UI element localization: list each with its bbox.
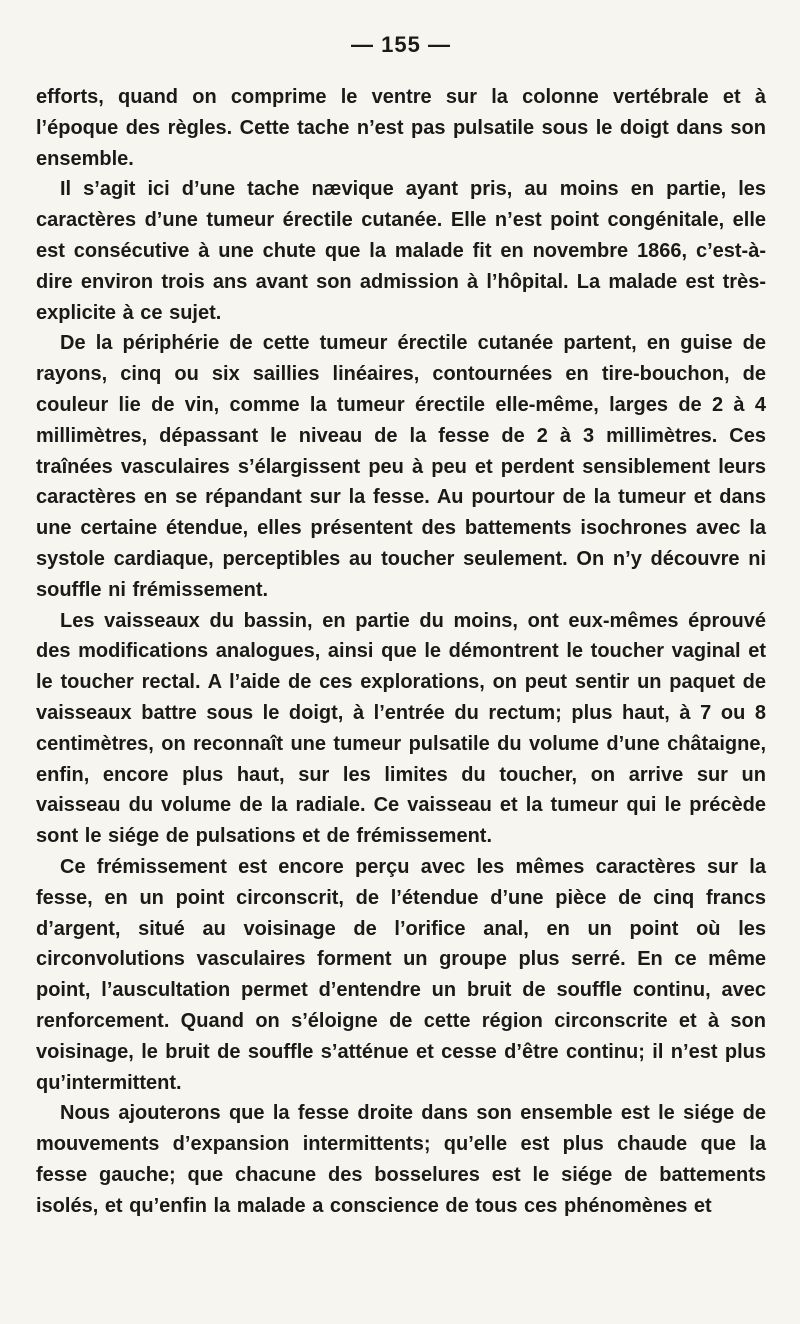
paragraph-3: De la périphérie de cette tumeur érectile cutanée partent, en guise de rayons, cinq ou six saillies linéaires, contournées en tire-bouchon, de couleur lie de vin, comme la tumeur érectile elle-même, larges de 2 à 4 millimètres, dépassant le niveau de la fesse de 2 à 3 millimètres. Ces traînées vasculaires s’élargissent peu à peu et perdent sensiblement leurs caractères en se répandant sur la fesse. Au pourtour de la tumeur et dans une certaine étendue, elles présentent des battements isochrones avec la systole cardiaque, perceptibles au toucher seulement. On n’y découvre ni souffle ni frémissement. bbox=[36, 332, 766, 601]
paragraph-4: Les vaisseaux du bassin, en partie du moins, ont eux-mêmes éprouvé des modifications analogues, ainsi que le démontrent le toucher vaginal et le toucher rectal. A l’aide de ces explorations, on peut sentir un paquet de vaisseaux battre sous le doigt, à l’entrée du rectum; plus haut, à 7 ou 8 centimètres, on reconnaît une tumeur pulsatile du volume d’une châtaigne, enfin, encore plus haut, sur les limites du toucher, on arrive sur un vaisseau du volume de la radiale. Ce vaisseau et la tumeur qui le précède sont le siége de pulsations et de frémissement. bbox=[36, 609, 766, 848]
paragraph-5: Ce frémissement est encore perçu avec les mêmes caractères sur la fesse, en un point circonscrit, de l’étendue d’une pièce de cinq francs d’argent, situé au voisinage de l’orifice anal, en un point où les circonvolutions vasculaires forment un groupe plus serré. En ce même point, l’auscultation permet d’entendre un bruit de souffle continu, avec renforcement. Quand on s’éloigne de cette région circonscrite et à son voisinage, le bruit de souffle s’atténue et cesse d’être continu; il n’est plus qu’intermittent. bbox=[36, 855, 766, 1094]
paragraph-6: Nous ajouterons que la fesse droite dans son ensemble est le siége de mouvements d’expansion intermittents; qu’elle est plus chaude que la fesse gauche; que chacune des bosselures est le siége de battements isolés, et qu’enfin la malade a conscience de tous ces phénomènes et bbox=[36, 1102, 766, 1217]
document-page bbox=[36, 30, 766, 1221]
paragraph-1: efforts, quand on comprime le ventre sur la colonne vertébrale et à l’époque des règles. Cette tache n’est pas pulsatile sous le doigt dans son ensemble. bbox=[36, 86, 766, 170]
page-number: — 155 — bbox=[351, 32, 451, 57]
paragraph-2: Il s’agit ici d’une tache nævique ayant pris, au moins en partie, les caractères d’une tumeur érectile cutanée. Elle n’est point congénitale, elle est consécutive à une chute que la malade fit en novembre 1866, c’est-à-dire environ trois ans avant son admission à l’hôpital. La malade est très-explicite à ce sujet. bbox=[36, 178, 766, 324]
